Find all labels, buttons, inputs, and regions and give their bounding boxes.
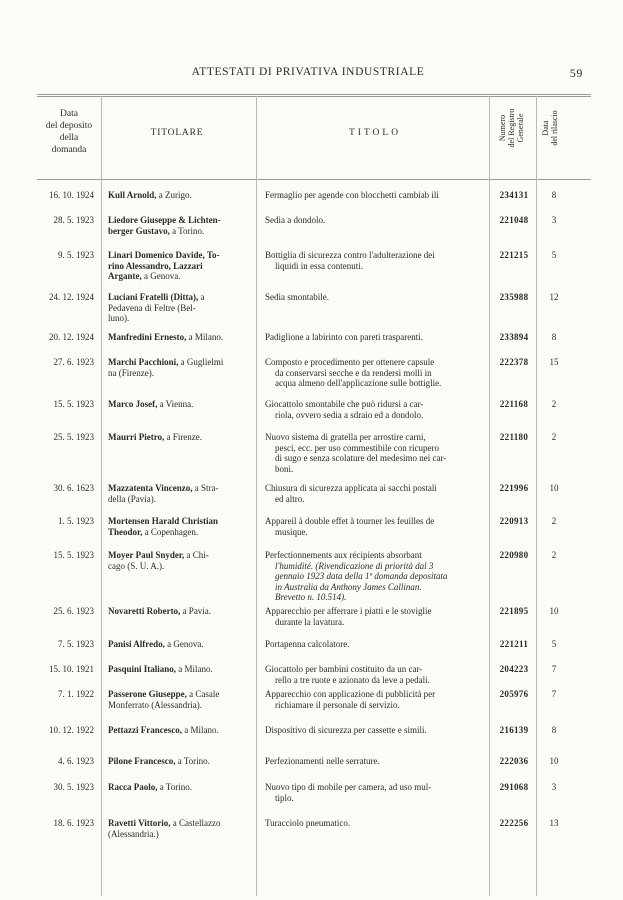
patent-title-line: durante la lavatura. — [275, 616, 345, 627]
release-date: 8 — [551, 190, 557, 200]
deposit-date: 24. 12. 1924 — [49, 292, 94, 302]
holder-name: Passerone Giuseppe, — [108, 689, 187, 699]
holder-cell — [108, 725, 249, 736]
register-number: 222378 — [499, 357, 529, 367]
holder-cell — [108, 782, 249, 793]
holder-location: a Stra- della (Pavia). — [108, 483, 219, 504]
holder-name: Racca Paolo, — [108, 782, 158, 792]
release-date: 5 — [551, 250, 557, 260]
deposit-date: 9. 5. 1923 — [58, 250, 94, 260]
deposit-date: 27. 6. 1923 — [53, 357, 94, 367]
holder-location: a Castellazzo (Alessandria.) — [108, 818, 221, 839]
deposit-date: 20. 12. 1924 — [49, 332, 94, 342]
patent-title-line: Perfectionnements aux récipients absorbant — [265, 550, 422, 560]
holder-name: Liedore Giuseppe & Lichten- berger Gustavo, — [108, 215, 221, 236]
patent-title-line: Sedia a dondolo. — [265, 215, 326, 225]
release-date: 2 — [551, 550, 557, 560]
patent-title-line: Chiusura di sicurezza applicata ai sacchi postali — [265, 483, 437, 493]
holder-name: Manfredini Ernesto, — [108, 332, 187, 342]
release-date: 10 — [549, 483, 559, 493]
holder-location: a Milano. — [178, 664, 213, 674]
holder-cell — [108, 399, 249, 410]
holder-name: Panisi Alfredo, — [108, 639, 165, 649]
column-header-deposito-text: Data del deposito della domanda — [45, 109, 93, 155]
patent-title-line: di sugo e senza scolature del medesimo nei car- — [275, 453, 447, 463]
holder-cell — [108, 606, 249, 617]
holder-cell — [108, 332, 249, 343]
patent-title-line: gennaio 1923 data della 1ª domanda depositata — [275, 571, 448, 581]
patent-title — [265, 292, 484, 303]
deposit-date: 30. 5. 1923 — [53, 782, 94, 792]
patent-title-line: Fermaglio per agende con blocchetti cambiab ili — [265, 190, 439, 200]
holder-name: Mortensen Harald Christian Theodor, — [108, 516, 218, 537]
holder-name: Mazzatenta Vincenzo, — [108, 483, 193, 493]
patent-title-line: Padiglione a labirinto con pareti trasparenti. — [265, 332, 423, 342]
release-date: 2 — [551, 432, 557, 442]
page-number: 59 — [569, 66, 583, 80]
deposit-date: 25. 5. 1923 — [53, 432, 94, 442]
holder-location: a Vienna. — [159, 399, 194, 409]
patent-title-line: ed altro. — [275, 493, 305, 504]
patent-title-line: liquidi in essa contenuti. — [275, 260, 363, 271]
column-header-titolare: TITOLARE — [150, 128, 204, 138]
deposit-date: 10. 12. 1922 — [49, 725, 94, 735]
patent-title-line: Portapenna calcolatore. — [265, 639, 350, 649]
register-number: 291068 — [499, 782, 529, 792]
patent-title — [265, 639, 484, 650]
holder-location: a Pavia. — [182, 606, 212, 616]
holder-location: a Genova. — [167, 639, 204, 649]
holder-name: Kull Arnold, — [108, 190, 157, 200]
deposit-date: 15. 5. 1923 — [53, 550, 94, 560]
holder-cell — [108, 250, 249, 282]
column-header-deposito — [38, 108, 100, 156]
register-number: 233894 — [499, 332, 529, 342]
deposit-date: 16. 10. 1924 — [49, 190, 94, 200]
holder-name: Ravetti Vittorio, — [108, 818, 171, 828]
holder-cell — [108, 357, 249, 378]
holder-location: a Milano. — [188, 332, 224, 342]
patent-title-line: boni. — [275, 463, 294, 474]
release-date: 7 — [551, 689, 557, 699]
release-date: 5 — [551, 639, 557, 649]
patent-title-line: Perfezionamenti nelle serrature. — [265, 756, 380, 766]
patent-title — [265, 725, 484, 736]
running-header-title: ATTESTATI DI PRIVATIVA INDUSTRIALE — [191, 66, 425, 78]
patent-title — [265, 215, 484, 226]
holder-location: a Milano. — [184, 725, 219, 735]
register-number: 220913 — [499, 516, 529, 526]
patent-title-line: Sedia smontabile. — [265, 292, 329, 302]
patent-title-line: riola, ovvero sedia a sdraio ed a dondolo. — [275, 409, 424, 420]
release-date: 2 — [551, 516, 557, 526]
deposit-date: 1. 5. 1923 — [58, 516, 94, 526]
holder-cell — [108, 215, 249, 236]
release-date: 12 — [549, 292, 559, 302]
patent-title-line: in Australia da Anthony James Callinan. — [275, 581, 422, 592]
patent-title — [265, 250, 484, 271]
patent-title — [265, 483, 484, 504]
deposit-date: 15. 5. 1923 — [53, 399, 94, 409]
patent-title-line: musique. — [275, 526, 308, 537]
deposit-date: 28. 5. 1923 — [53, 215, 94, 225]
patent-title-line: l'humidité. (Rivendicazione di priorità dal 3 — [275, 560, 434, 571]
patent-title-line: Nuovo sistema di gratella per arrostire carni, — [265, 432, 426, 442]
column-header-titolo: TITOLO — [348, 128, 402, 138]
register-number: 222256 — [499, 818, 529, 828]
patent-title-line: Bottiglia di sicurezza contro l'adulterazione dei — [265, 250, 435, 260]
holder-cell — [108, 689, 249, 710]
release-date: 10 — [549, 606, 559, 616]
register-number: 205976 — [499, 689, 529, 699]
holder-location: a Torino. — [172, 225, 205, 236]
release-date: 3 — [551, 215, 557, 225]
patent-title-line: richiamare il personale di servizio. — [275, 699, 400, 710]
holder-name: Pasquini Italiano, — [108, 664, 177, 674]
column-header-rilascio: Data del rilascio — [541, 110, 559, 146]
deposit-date: 15. 10. 1921 — [49, 664, 94, 674]
register-number: 216139 — [499, 725, 529, 735]
release-date: 10 — [549, 756, 559, 766]
patent-title — [265, 357, 484, 389]
patent-title — [265, 550, 484, 603]
patent-title-line: Giocattolo smontabile che può ridursi a car- — [265, 399, 424, 409]
patent-title-line: Brevetto n. 10.514). — [275, 592, 347, 602]
patent-title — [265, 399, 484, 420]
patent-title-line: Nuovo tipo di mobile per camera, ad uso mul- — [265, 782, 432, 792]
holder-cell — [108, 432, 249, 443]
patent-title — [265, 190, 484, 201]
register-number: 221996 — [499, 483, 529, 493]
holder-name: Pilone Francesco, — [108, 756, 176, 766]
patent-title-line: Dispositivo di sicurezza per cassette e simili. — [265, 725, 427, 735]
holder-location: a Genova. — [144, 271, 181, 281]
patent-title-line: Composto e procedimento per ottenere capsule — [265, 357, 435, 367]
holder-cell — [108, 292, 249, 324]
register-number: 221215 — [499, 250, 529, 260]
holder-name: Marchi Pacchioni, — [108, 357, 179, 367]
holder-name: Linari Domenico Davide, To- rino Alessandro, Lazzari Argante, — [108, 250, 220, 281]
column-header-registro: Numero del Registro Generale — [498, 108, 525, 148]
patent-title-line: Apparecchio con applicazione di pubblicità per — [265, 689, 436, 699]
holder-location: a Chi- cago (S. U. A.). — [108, 550, 209, 571]
register-number: 235988 — [499, 292, 529, 302]
holder-cell — [108, 550, 249, 571]
patent-title — [265, 689, 484, 710]
holder-cell — [108, 483, 249, 504]
release-date: 2 — [551, 399, 557, 409]
release-date: 3 — [551, 782, 557, 792]
holder-name: Maurri Pietro, — [108, 432, 165, 442]
release-date: 15 — [549, 357, 559, 367]
holder-location: a Firenze. — [166, 432, 203, 442]
table-top-rule — [37, 94, 591, 95]
release-date: 8 — [551, 725, 557, 735]
holder-cell — [108, 639, 249, 650]
patent-title — [265, 332, 484, 343]
patent-title-line: Turacciolo pneumatico. — [265, 818, 351, 828]
holder-location: a Zurigo. — [158, 190, 192, 200]
patent-title — [265, 756, 484, 767]
register-number: 221048 — [499, 215, 529, 225]
release-date: 13 — [549, 818, 559, 828]
deposit-date: 30. 6. 1623 — [53, 483, 94, 493]
deposit-date: 25. 6. 1923 — [53, 606, 94, 616]
register-number: 234131 — [499, 190, 529, 200]
holder-cell — [108, 664, 249, 675]
holder-name: Luciani Fratelli (Ditta), — [108, 292, 199, 302]
register-number: 222036 — [499, 756, 529, 766]
release-date: 8 — [551, 332, 557, 342]
holder-location: a Torino. — [177, 756, 210, 766]
register-number: 221895 — [499, 606, 529, 616]
holder-location: a Guglielmi na (Firenze). — [108, 357, 224, 378]
patent-title-line: rello a tre ruote e azionato da leve a pedali. — [275, 674, 430, 685]
patent-title-line: pesci, ecc. per uso commestibile con ricupero — [275, 442, 439, 453]
release-date: 7 — [551, 664, 557, 674]
holder-cell — [108, 818, 249, 839]
patent-title-line: da conservarsi secche e da rendersi molli in — [275, 367, 432, 378]
holder-location: a Torino. — [159, 782, 192, 792]
patent-title-line: tiplo. — [275, 792, 294, 803]
register-number: 220980 — [499, 550, 529, 560]
deposit-date: 4. 6. 1923 — [58, 756, 94, 766]
deposit-date: 7. 1. 1922 — [58, 689, 94, 699]
table-top-rule-2 — [37, 96, 591, 97]
register-number: 221211 — [499, 639, 529, 649]
patent-title — [265, 606, 484, 627]
holder-location: a Copenhagen. — [144, 526, 199, 537]
patent-title-line: Giocattolo per bambini costituito da un car- — [265, 664, 423, 674]
holder-name: Novaretti Roberto, — [108, 606, 181, 616]
holder-cell — [108, 756, 249, 767]
column-divider — [101, 96, 102, 896]
column-divider — [489, 96, 490, 896]
register-number: 221180 — [499, 432, 529, 442]
holder-location: a Pedavena di Feltre (Bel- luno). — [108, 292, 205, 323]
holder-name: Marco Josef, — [108, 399, 158, 409]
patent-title — [265, 664, 484, 685]
register-number: 204223 — [499, 664, 529, 674]
holder-location: a Casale Monferrato (Alessandria). — [108, 689, 220, 710]
register-number: 221168 — [499, 399, 529, 409]
holder-name: Moyer Paul Snyder, — [108, 550, 185, 560]
patent-title — [265, 782, 484, 803]
header-bottom-rule — [37, 179, 591, 180]
deposit-date: 7. 5. 1923 — [58, 639, 94, 649]
patent-title-line: Appareil à double effet à tourner les feuilles de — [265, 516, 435, 526]
column-divider — [256, 96, 257, 896]
holder-name: Pettazzi Francesco, — [108, 725, 182, 735]
column-divider — [536, 96, 537, 896]
patent-title — [265, 818, 484, 829]
holder-cell — [108, 516, 249, 537]
patent-title — [265, 516, 484, 537]
patent-title-line: acqua almeno dell'applicazione sulle bottiglie. — [275, 378, 442, 388]
patent-title — [265, 432, 484, 474]
patent-title-line: Apparecchio per afferrare i piatti e le stoviglie — [265, 606, 432, 616]
deposit-date: 18. 6. 1923 — [53, 818, 94, 828]
holder-cell — [108, 190, 249, 201]
